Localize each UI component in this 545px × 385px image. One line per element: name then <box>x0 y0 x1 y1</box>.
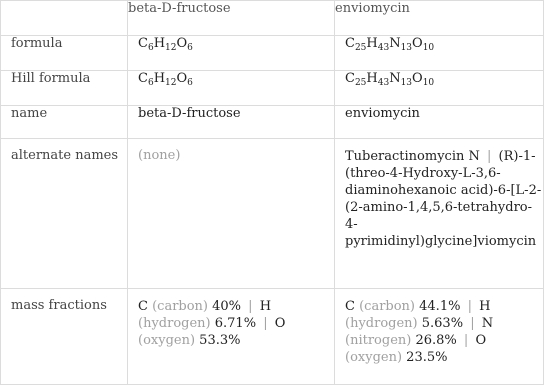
table-row <box>1 71 544 106</box>
formula-element: C <box>138 71 148 86</box>
formula-subscript: 12 <box>165 43 177 53</box>
mass-percent: 26.8% <box>415 333 457 348</box>
separator: | <box>459 333 473 348</box>
separator: | <box>482 149 496 164</box>
name-value-1: beta-D-fructose <box>128 106 335 139</box>
formula-subscript: 13 <box>400 43 413 53</box>
alt-name-2: (R)-1-(threo-4-Hydroxy-L-3,6-diaminohexanoic acid)-6-[L-2-(2-amino-1,4,5,6-tetrahydro-4-pyrimidinyl)glycine]viomycin <box>345 149 542 249</box>
formula-element: O <box>412 36 423 51</box>
element-symbol: O <box>475 333 487 348</box>
mass-percent: 6.71% <box>214 316 257 331</box>
formula-subscript: 6 <box>147 43 154 53</box>
element-symbol: H <box>259 299 272 314</box>
header-row <box>1 1 544 36</box>
row-label-formula: formula <box>1 36 128 71</box>
element-name: (oxygen) <box>138 333 200 348</box>
table-row <box>1 106 544 139</box>
formula-element: C <box>345 71 355 86</box>
formula-subscript: 43 <box>377 43 390 53</box>
element-symbol: C <box>138 299 153 314</box>
formula-element: O <box>176 36 188 51</box>
header-compound-1: beta-D-fructose <box>128 1 335 36</box>
formula-element: O <box>412 71 423 86</box>
formula-subscript: 6 <box>147 78 154 88</box>
element-symbol: H <box>479 299 491 314</box>
separator: | <box>259 316 272 331</box>
mass-percent: 40% <box>212 299 242 314</box>
formula-element: N <box>389 71 401 86</box>
separator: | <box>463 299 477 314</box>
formula-element: H <box>153 71 166 86</box>
formula-subscript: 10 <box>422 43 435 53</box>
element-name: (carbon) <box>359 299 420 314</box>
formula-element: C <box>345 36 355 51</box>
header-compound-2: enviomycin <box>335 1 544 36</box>
element-symbol: C <box>345 299 360 314</box>
table-row <box>1 289 544 385</box>
element-name: (hydrogen) <box>345 316 422 331</box>
mass-fractions-value-2 <box>335 289 544 385</box>
formula-subscript: 12 <box>165 78 177 88</box>
name-value-2: enviomycin <box>335 106 544 139</box>
formula-subscript: 6 <box>187 43 193 53</box>
mass-percent: 5.63% <box>421 316 464 331</box>
alternate-names-value-1 <box>128 139 335 289</box>
formula-subscript: 10 <box>422 78 435 88</box>
row-label-alternate-names: alternate names <box>1 139 128 289</box>
hill-formula-value-1 <box>128 71 335 106</box>
formula-value-2 <box>335 36 544 71</box>
formula-subscript: 25 <box>354 78 367 88</box>
element-name: (oxygen) <box>345 350 407 365</box>
table-row <box>1 36 544 71</box>
element-symbol: N <box>481 316 494 331</box>
mass-percent: 23.5% <box>406 350 448 365</box>
formula-element: H <box>366 36 378 51</box>
formula-subscript: 43 <box>377 78 390 88</box>
row-label-mass-fractions: mass fractions <box>1 289 128 385</box>
mass-fractions-value-1 <box>128 289 335 385</box>
row-label-hill-formula: Hill formula <box>1 71 128 106</box>
formula-subscript: 25 <box>354 43 367 53</box>
mass-percent: 53.3% <box>199 333 241 348</box>
element-name: (nitrogen) <box>345 333 416 348</box>
row-label-name: name <box>1 106 128 139</box>
element-name: (carbon) <box>152 299 213 314</box>
none-text: (none) <box>138 148 181 163</box>
formula-subscript: 13 <box>400 78 413 88</box>
formula-element: H <box>366 71 378 86</box>
formula-element: O <box>176 71 188 86</box>
table-row <box>1 139 544 289</box>
alternate-names-value-2 <box>335 139 544 289</box>
formula-element: N <box>389 36 401 51</box>
header-corner <box>1 1 128 36</box>
element-name: (hydrogen) <box>138 316 215 331</box>
formula-element: H <box>153 36 166 51</box>
separator: | <box>466 316 479 331</box>
mass-percent: 44.1% <box>419 299 461 314</box>
separator: | <box>244 299 257 314</box>
alt-name-1: Tuberactinomycin N <box>345 149 480 164</box>
formula-value-1 <box>128 36 335 71</box>
formula-element: C <box>138 36 148 51</box>
hill-formula-value-2 <box>335 71 544 106</box>
formula-subscript: 6 <box>187 78 193 88</box>
element-symbol: O <box>274 316 286 331</box>
